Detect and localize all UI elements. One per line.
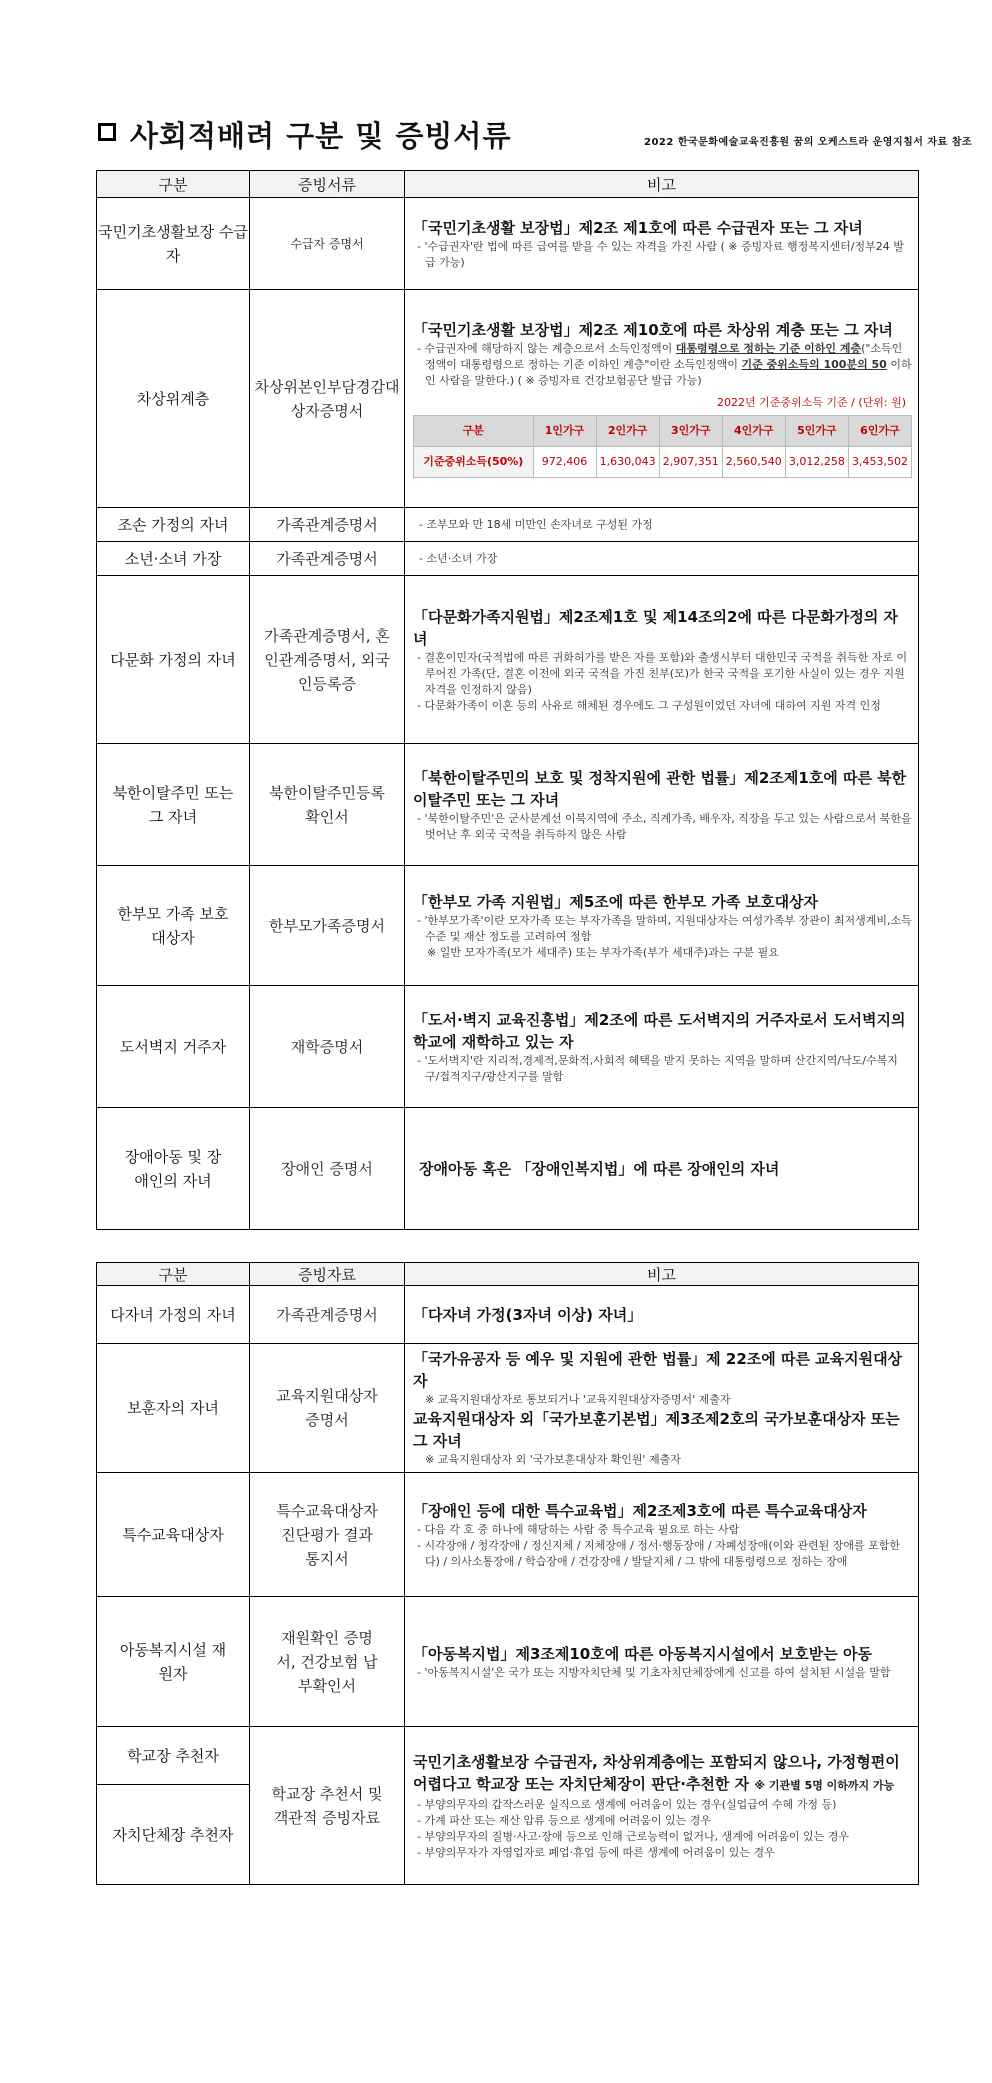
income-value: 3,453,502 [848, 447, 911, 478]
note-cell [405, 986, 919, 1108]
category-cell: 다자녀 가정의 자녀 [97, 1286, 250, 1344]
row-heading: 「다문화가족지원법」제2조제1호 및 제14조의2에 따른 다문화가정의 자녀 [413, 607, 899, 648]
row-heading: 「다자녀 가정(3자녀 이상) 자녀」 [413, 1305, 643, 1324]
row-heading-text: 국민기초생활보장 수급권자, 차상위계층에는 포함되지 않으나, 가정형편이 어렵다고 학교장 또는 자치단체장이 판단·추천한 자 [413, 1752, 900, 1793]
row-heading: 「국민기초생활 보장법」제2조 제10호에 따른 차상위 계층 또는 그 자녀 [413, 321, 893, 339]
table-header [97, 1263, 919, 1286]
note-cell [405, 576, 919, 744]
category-cell: 장애아동 및 장애인의 자녀 [97, 1108, 250, 1230]
bullet: - '수급권자'란 법에 따른 급여를 받을 수 있는 자격을 가진 사람 ( ※ 증빙자료 행정복지센터/정부24 발급 가능) [417, 239, 904, 269]
row-heading-note: ※ 기관별 5명 이하까지 가능 [754, 1778, 895, 1792]
table-row [97, 744, 919, 866]
row-heading [413, 1751, 912, 1797]
note-cell [405, 542, 919, 576]
table-row [97, 986, 919, 1108]
doc-cell: 장애인 증명서 [250, 1108, 405, 1230]
income-value: 기준중위소득(50%) [414, 447, 534, 478]
bullet: - '한부모가족'이란 모자가족 또는 부자가족을 말하며, 지원대상자는 여성가족부 장관이 최저생계비,소득수준 및 재산 정도를 고려하여 정함 [417, 913, 912, 943]
bullet [413, 341, 912, 389]
income-caption: 2022년 기준중위소득 기준 / (단위: 원) [717, 396, 906, 409]
note-cell [405, 508, 919, 542]
bullet: ※ 일반 모자가족(모가 세대주) 또는 부자가족(부가 세대주)과는 구분 필요 [427, 945, 779, 959]
header-note: 비고 [405, 1263, 919, 1286]
note-cell [405, 1473, 919, 1597]
note-line: ※ 교육지원대상자로 통보되거나 '교육지원대상자증명서' 제출자 [425, 1393, 731, 1406]
doc-cell: 특수교육대상자 진단평가 결과통지서 [250, 1473, 405, 1597]
bullet-text: ("소득인정액이 대통령령으로 정하는 기준 이하인 계층"이란 소득인정액이 [425, 342, 903, 371]
header-doc: 증빙서류 [250, 171, 405, 198]
bullet: - 가계 파산 또는 재산 압류 등으로 생계에 어려움이 있는 경우 [417, 1813, 711, 1827]
note-cell [405, 1108, 919, 1230]
table-row [97, 198, 919, 290]
doc-cell: 재학증명서 [250, 986, 405, 1108]
income-header: 5인가구 [785, 416, 848, 447]
income-value: 2,907,351 [659, 447, 722, 478]
criteria-table-2 [96, 1262, 919, 1885]
table-row [97, 866, 919, 986]
category-cell: 다문화 가정의 자녀 [97, 576, 250, 744]
page-title-block [98, 114, 973, 154]
bullet-text: - 수급권자에 해당하지 않는 계층으로서 소득인정액이 [417, 342, 676, 355]
row-heading: 교육지원대상자 외「국가보훈기본법」제3조제2호의 국가보훈대상자 또는 그 자녀 [413, 1410, 900, 1450]
income-table [413, 415, 912, 478]
header-doc: 증빙자료 [250, 1263, 405, 1286]
category-cell: 소년·소녀 가장 [97, 542, 250, 576]
note-cell [405, 198, 919, 290]
bullet: - 다문화가족이 이혼 등의 사유로 해체된 경우에도 그 구성원이었던 자녀에 대하여 지원 자격 인정 [417, 698, 881, 712]
income-value: 972,406 [533, 447, 596, 478]
income-value: 1,630,043 [596, 447, 659, 478]
table-row [97, 1597, 919, 1727]
income-header: 6인가구 [848, 416, 911, 447]
table-row [97, 290, 919, 508]
income-value: 2,560,540 [722, 447, 785, 478]
row-heading: 「장애인 등에 대한 특수교육법」제2조제3호에 따른 특수교육대상자 [413, 1501, 867, 1520]
table-row [97, 576, 919, 744]
table-row [97, 1108, 919, 1230]
header-note: 비고 [405, 171, 919, 198]
underlined-text: 대통령령으로 정하는 기준 이하인 계층 [675, 342, 862, 355]
underlined-text: 기준 중위소득의 100분의 50 [741, 358, 887, 371]
row-heading: 「국가유공자 등 예우 및 지원에 관한 법률」제 22조에 따른 교육지원대상자 [413, 1350, 903, 1390]
income-header: 구분 [414, 416, 534, 447]
category-cell: 차상위계층 [97, 290, 250, 508]
row-heading: 「한부모 가족 지원법」제5조에 따른 한부모 가족 보호대상자 [413, 892, 819, 911]
note-cell [405, 1344, 919, 1473]
income-header-row [414, 416, 912, 447]
note-line: ※ 교육지원대상자 외 '국가보훈대상자 확인원' 제출자 [425, 1453, 681, 1466]
bullet: - 다음 각 호 중 하나에 해당하는 사람 중 특수교육 필요로 하는 사람 [417, 1522, 740, 1536]
note-cell [405, 1727, 919, 1885]
category-cell: 국민기초생활보장 수급자 [97, 198, 250, 290]
category-cell: 학교장 추천자 [97, 1727, 250, 1785]
bullet: - 부양의무자의 질병·사고·장애 등으로 인해 근로능력이 없거나, 생계에 어려움이 있는 경우 [417, 1829, 849, 1843]
doc-cell: 가족관계증명서 [250, 1286, 405, 1344]
bullet: - 부양의무자가 자영업자로 폐업·휴업 등에 따른 생계에 어려움이 있는 경우 [417, 1845, 775, 1859]
table-row [97, 1473, 919, 1597]
doc-cell: 가족관계증명서 [250, 508, 405, 542]
bullet: - 조부모와 만 18세 미만인 손자녀로 구성된 가정 [419, 517, 653, 531]
row-heading: 장애아동 혹은 「장애인복지법」에 따른 장애인의 자녀 [419, 1159, 780, 1178]
bullet: - '도서벽지'란 지리적,경제적,문화적,사회적 혜택을 받지 못하는 지역을 말하며 산간지역/낙도/수복지구/접적지구/광산지구를 말함 [417, 1053, 898, 1083]
table-header [97, 171, 919, 198]
doc-cell: 가족관계증명서, 혼인관계증명서, 외국인등록증 [250, 576, 405, 744]
criteria-table-1 [96, 170, 919, 1230]
income-value-row [414, 447, 912, 478]
category-cell: 아동복지시설 재원자 [97, 1597, 250, 1727]
table-row [97, 1286, 919, 1344]
doc-cell: 가족관계증명서 [250, 542, 405, 576]
category-cell: 조손 가정의 자녀 [97, 508, 250, 542]
table-row [97, 542, 919, 576]
bullet: - 부양의무자의 갑작스러운 실직으로 생계에 어려움이 있는 경우(실업급여 수혜 가정 등) [417, 1797, 837, 1811]
note-cell [405, 290, 919, 508]
checkbox-square-icon [98, 123, 116, 141]
income-header: 4인가구 [722, 416, 785, 447]
doc-cell: 재원확인 증명서, 건강보험 납부확인서 [250, 1597, 405, 1727]
category-cell: 자치단체장 추천자 [97, 1785, 250, 1885]
note-cell [405, 866, 919, 986]
note-cell [405, 1286, 919, 1344]
row-heading: 「도서·벽지 교육진흥법」제2조에 따른 도서벽지의 거주자로서 도서벽지의 학교에 재학하고 있는 자 [413, 1010, 906, 1051]
note-cell [405, 744, 919, 866]
bullet: - 시각장애 / 청각장애 / 정신지체 / 지체장애 / 정서·행동장애 / 자폐성장애(이와 관련된 장애를 포함한다) / 의사소통장애 / 학습장애 / 건강장애 / 발달지체 / 그 밖에 대통령령으로 정하는 장애 [417, 1538, 901, 1568]
doc-cell: 북한이탈주민등록확인서 [250, 744, 405, 866]
header-category: 구분 [97, 171, 250, 198]
income-header: 1인가구 [533, 416, 596, 447]
doc-cell: 학교장 추천서 및 객관적 증빙자료 [250, 1727, 405, 1885]
header-category: 구분 [97, 1263, 250, 1286]
bullet: - '북한이탈주민'은 군사분계선 이북지역에 주소, 직계가족, 배우자, 직장을 두고 있는 사람으로서 북한을 벗어난 후 외국 국적을 취득하지 않은 사람 [417, 811, 912, 841]
category-cell: 보훈자의 자녀 [97, 1344, 250, 1473]
doc-cell: 한부모가족증명서 [250, 866, 405, 986]
income-value: 3,012,258 [785, 447, 848, 478]
category-cell: 북한이탈주민 또는 그 자녀 [97, 744, 250, 866]
category-cell: 한부모 가족 보호대상자 [97, 866, 250, 986]
note-cell [405, 1597, 919, 1727]
doc-cell: 수급자 증명서 [250, 198, 405, 290]
row-heading: 「북한이탈주민의 보호 및 정착지원에 관한 법률」제2조제1호에 따른 북한이탈주민 또는 그 자녀 [413, 768, 907, 809]
page-title: 사회적배려 구분 및 증빙서류 [130, 119, 512, 153]
doc-cell: 차상위본인부담경감대상자증명서 [250, 290, 405, 508]
row-heading: 「아동복지법」제3조제10호에 따른 아동복지시설에서 보호받는 아동 [413, 1644, 872, 1663]
income-header: 2인가구 [596, 416, 659, 447]
doc-cell: 교육지원대상자 증명서 [250, 1344, 405, 1473]
bullet: - 소년·소녀 가장 [419, 551, 498, 565]
table-row [97, 1727, 919, 1785]
title-note: 2022 한국문화예술교육진흥원 꿈의 오케스트라 운영지침서 자료 참조 [644, 137, 973, 148]
category-cell: 특수교육대상자 [97, 1473, 250, 1597]
row-heading: 「국민기초생활 보장법」제2조 제1호에 따른 수급권자 또는 그 자녀 [413, 218, 863, 237]
bullet: - '아동복지시설'은 국가 또는 지방자치단체 및 기초자치단체장에게 신고를 하여 설치된 시설을 말함 [417, 1665, 891, 1679]
table-row [97, 508, 919, 542]
bullet: - 결혼이민자(국적법에 따른 귀화허가를 받은 자를 포함)와 출생시부터 대한민국 국적을 취득한 자로 이루어진 가족(단, 결혼 이전에 외국 국적을 가진 친부(모)가 한국 국적을 포기한 사실이 있는 경우 지원 자격을 인정하지 않음) [417, 650, 908, 696]
table-row [97, 1344, 919, 1473]
category-cell: 도서벽지 거주자 [97, 986, 250, 1108]
income-header: 3인가구 [659, 416, 722, 447]
bullet-text: 이하인 사람을 말한다.) ( ※ 증빙자료 건강보험공단 발급 가능) [425, 358, 912, 387]
